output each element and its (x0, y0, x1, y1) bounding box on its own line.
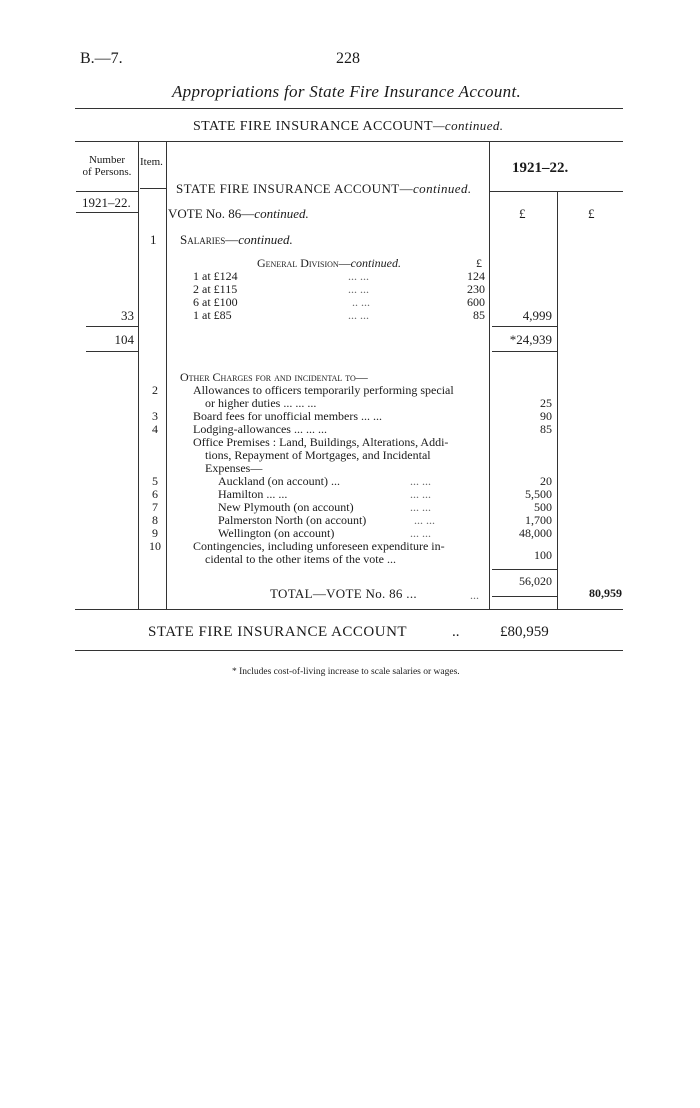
total-vote-label: TOTAL—VOTE No. 86 ... (270, 586, 417, 601)
subtotal-salaries: *24,939 (509, 332, 552, 347)
persons-header-line2: of Persons. (82, 166, 132, 178)
salaries-total: 4,999 (522, 308, 552, 323)
vote-label: VOTE No. 86— (168, 206, 255, 221)
other-item-line: or higher duties ... ... ... (205, 396, 317, 410)
rule-salaries-total (492, 326, 557, 327)
rule-item-header (140, 188, 166, 189)
premises-item-no: 9 (152, 526, 158, 540)
salary-row-amount: 230 (467, 282, 485, 296)
salary-row: 6 at £100 (193, 295, 238, 309)
premises-item-amount: 500 (534, 500, 552, 514)
premises-item-label: Auckland (on account) ... (218, 474, 340, 488)
rule-persons-header (76, 191, 138, 192)
rule-persons-year (76, 212, 138, 213)
rule-table-top (75, 141, 623, 142)
premises-item-label: Palmerston North (on account) (218, 513, 367, 527)
contingencies-line: Contingencies, including unforeseen expenditure in- (193, 539, 445, 553)
page-number: 228 (336, 50, 360, 67)
other-charges-heading: Other Charges for and incidental to— (180, 370, 368, 384)
division-label: General Division— (257, 256, 351, 270)
rule-other-total (492, 569, 557, 570)
pound-sign-2: £ (588, 206, 595, 221)
salaries-item-no: 1 (150, 232, 157, 247)
summary-dots: .. (452, 624, 460, 640)
contingencies-line: cidental to the other items of the vote ... (205, 552, 396, 566)
division-cont: continued. (350, 256, 401, 270)
col-divider-persons (138, 141, 139, 609)
division-pound: £ (476, 256, 482, 270)
salary-row-amount: 600 (467, 295, 485, 309)
persons-header (76, 154, 138, 178)
premises-item-amount: 1,700 (525, 513, 552, 527)
vote-line (168, 206, 309, 222)
col-divider-total (557, 191, 558, 609)
salary-row-amount: 85 (473, 308, 485, 322)
section-title-main: STATE FIRE INSURANCE ACCOUNT (193, 119, 433, 134)
premises-item-dots: ... ... (414, 513, 435, 527)
salary-row-dots: ... ... (348, 282, 369, 296)
grand-total: 80,959 (589, 586, 622, 600)
contingencies-item-no: 10 (149, 539, 161, 553)
rule-table-bottom (75, 609, 623, 610)
other-item-line: Lodging-allowances ... ... ... (193, 422, 327, 436)
salary-row: 2 at £115 (193, 282, 238, 296)
page-ref: B.—7. (80, 50, 123, 67)
premises-item-dots: ... ... (410, 500, 431, 514)
premises-item-no: 8 (152, 513, 158, 527)
account-title-cont: continued. (413, 181, 472, 196)
salary-row: 1 at £124 (193, 269, 238, 283)
rule-salaries-persons (86, 326, 138, 327)
salaries-label: Salaries— (180, 232, 239, 247)
section-title-suffix: —continued. (432, 118, 504, 133)
premises-item-dots: ... ... (410, 474, 431, 488)
section-title (193, 118, 503, 135)
other-item-line: Board fees for unofficial members ... ... (193, 409, 383, 423)
col-divider-amount (489, 141, 490, 609)
salary-row: 1 at £85 (193, 308, 232, 322)
vote-cont: continued. (254, 206, 309, 221)
salary-row-dots: ... ... (348, 269, 369, 283)
premises-item-label: New Plymouth (on account) (218, 500, 354, 514)
salary-row-amount: 124 (467, 269, 485, 283)
rule-subtotal (492, 351, 557, 352)
salary-row-dots: ... ... (348, 308, 369, 322)
rule-summary-bottom (75, 650, 623, 651)
pound-sign-1: £ (519, 206, 526, 221)
premises-item-amount: 48,000 (519, 526, 552, 540)
rule-total-short (492, 596, 557, 597)
premises-item-no: 6 (152, 487, 158, 501)
rule-top (75, 108, 623, 109)
col-divider-item (166, 141, 167, 609)
premises-item-label: Hamilton ... ... (218, 487, 288, 501)
persons-year: 1921–22. (82, 195, 131, 210)
premises-item-dots: ... ... (410, 526, 431, 540)
account-title (176, 181, 472, 197)
salary-row-dots: .. ... (352, 295, 370, 309)
item-header: Item. (140, 156, 163, 168)
premises-item-no: 5 (152, 474, 158, 488)
premises-line: Office Premises : Land, Buildings, Alterations, Addi- (193, 435, 449, 449)
year-header: 1921–22. (512, 160, 569, 176)
other-item-amount: 90 (540, 409, 552, 423)
contingencies-amount: 100 (534, 548, 552, 562)
premises-line: tions, Repayment of Mortgages, and Incidental (205, 448, 431, 462)
other-item-no: 4 (152, 422, 158, 436)
other-item-no: 3 (152, 409, 158, 423)
premises-item-no: 7 (152, 500, 158, 514)
rule-total-persons (86, 351, 138, 352)
premises-item-dots: ... ... (410, 487, 431, 501)
account-title-main: STATE FIRE INSURANCE ACCOUNT— (176, 181, 413, 196)
summary-amount: £80,959 (500, 624, 549, 640)
other-item-no: 2 (152, 383, 158, 397)
other-item-amount: 85 (540, 422, 552, 436)
division-heading (257, 256, 401, 271)
premises-item-amount: 20 (540, 474, 552, 488)
summary-label: STATE FIRE INSURANCE ACCOUNT (148, 624, 408, 640)
total-persons: 104 (114, 332, 134, 347)
persons-header-line1: Number (88, 154, 126, 166)
premises-line: Expenses— (205, 461, 263, 475)
rule-year-header (489, 191, 623, 192)
premises-item-label: Wellington (on account) (218, 526, 335, 540)
footnote: * Includes cost-of-living increase to scale salaries or wages. (232, 667, 460, 677)
other-item-line: Allowances to officers temporarily performing special (193, 383, 454, 397)
salaries-persons: 33 (121, 308, 134, 323)
other-charges-total: 56,020 (519, 574, 552, 588)
total-vote-dots: ... (470, 588, 479, 602)
other-item-amount: 25 (540, 396, 552, 410)
salaries-cont: continued. (238, 232, 293, 247)
premises-item-amount: 5,500 (525, 487, 552, 501)
running-title: Appropriations for State Fire Insurance Account. (172, 82, 522, 101)
salaries-heading (180, 232, 293, 248)
